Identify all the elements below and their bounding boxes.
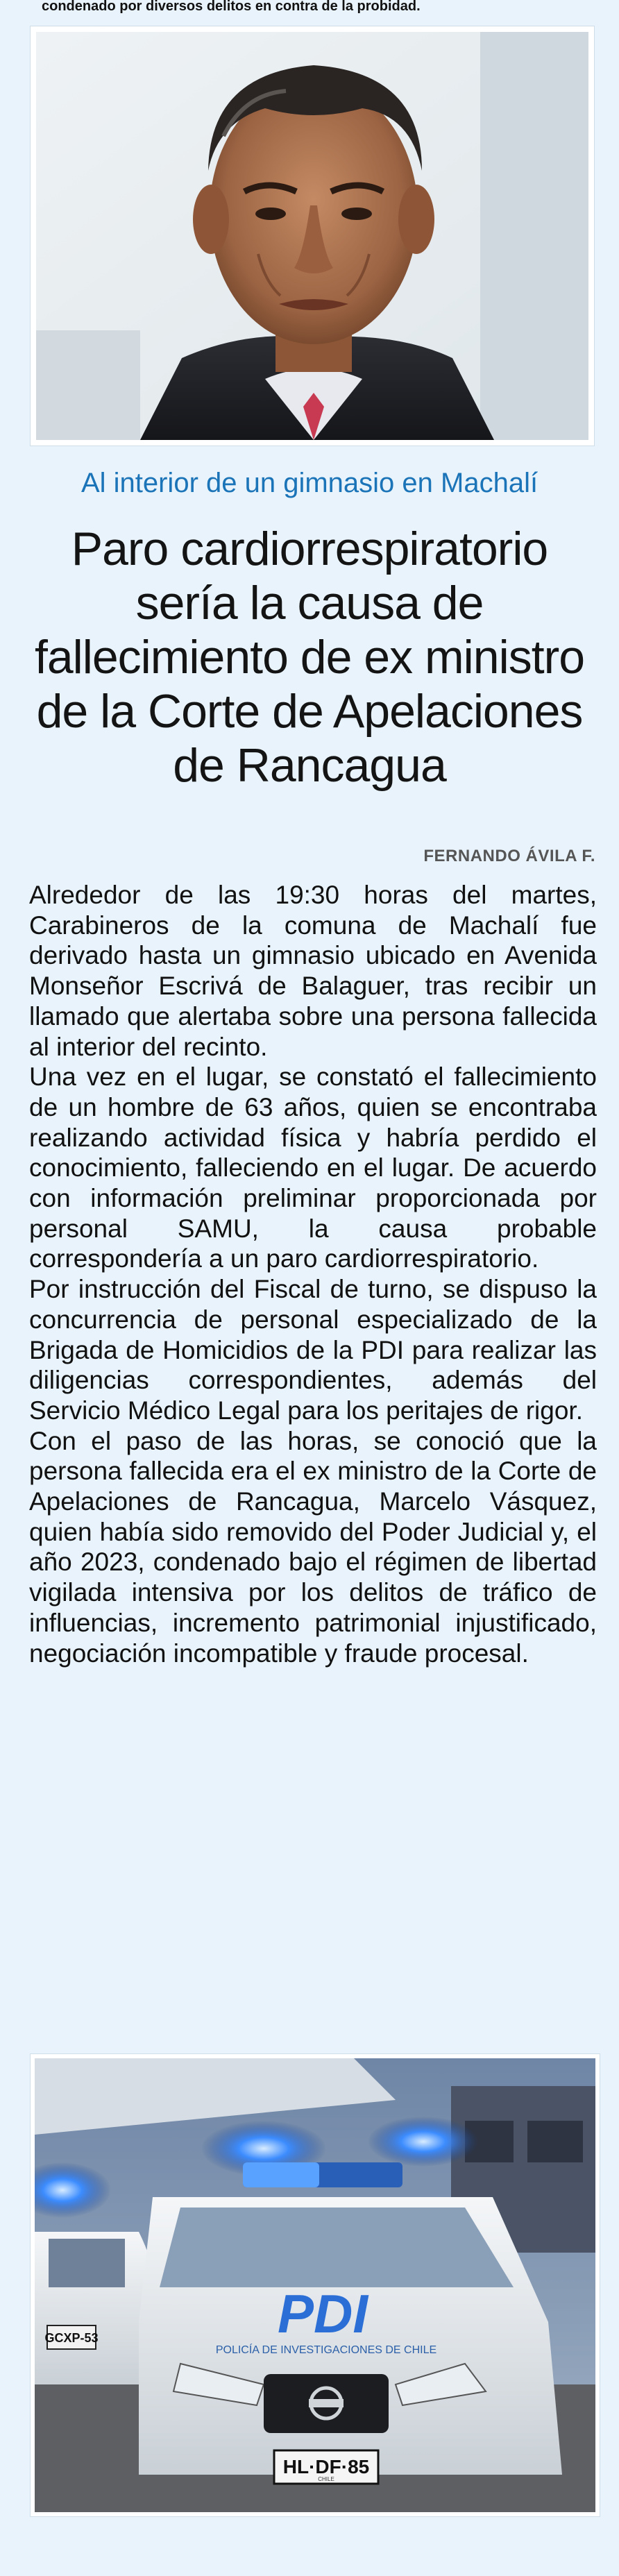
police-vehicle-photo xyxy=(31,2054,600,2516)
front-plate-country: CHILE xyxy=(318,2476,334,2482)
police-vehicle-illustration xyxy=(35,2058,595,2512)
front-plate: HL·DF·85 xyxy=(282,2456,370,2477)
body-paragraph: Alrededor de las 19:30 horas del martes, Carabineros de la comuna de Machalí fue derivado hasta un gimnasio ubicado en Avenida Monseñor Escrivá de Balaguer, tras recibir un llamado que alertaba sobre una persona fallecida al interior del recinto. xyxy=(29,881,597,1061)
side-plate: GCXP-53 xyxy=(44,2331,99,2345)
article-byline: FERNANDO ÁVILA F. xyxy=(423,847,595,865)
article-headline: Paro cardiorrespiratorio sería la causa de fallecimiento de ex ministro de la Corte de Apelaciones de Rancagua xyxy=(34,523,585,792)
article-body xyxy=(29,880,597,1668)
vehicle-logo: PDI xyxy=(277,2283,368,2344)
photo-caption-fragment: condenado por diversos delitos en contra de la probidad. xyxy=(42,0,421,14)
article-kicker: Al interior de un gimnasio en Machalí xyxy=(80,468,539,498)
portrait-photo xyxy=(31,26,594,446)
body-paragraph: Por instrucción del Fiscal de turno, se dispuso la concurrencia de personal especializado de la Brigada de Homicidios de la PDI para realizar las diligencias correspondientes, además del Servicio Médico Legal para los peritajes de rigor. xyxy=(29,1275,597,1425)
portrait-photo-illustration xyxy=(36,32,588,440)
body-paragraph: Una vez en el lugar, se constató el fallecimiento de un hombre de 63 años, quien se encontraba realizando actividad física y habría perdido el conocimiento, falleciendo en el lugar. De acuerdo con información preliminar proporcionada por personal SAMU, la causa probable correspondería a un paro cardiorrespiratorio. xyxy=(29,1062,597,1273)
vehicle-agency-text: POLICÍA DE INVESTIGACIONES DE CHILE xyxy=(215,2344,437,2356)
body-paragraph: Con el paso de las horas, se conoció que la persona fallecida era el ex ministro de la Corte de Apelaciones de Rancagua, Marcelo Vásquez, quien había sido removido del Poder Judicial y, el año 2023, condenado bajo el régimen de libertad vigilada intensiva por los delitos de tráfico de influencias, incremento patrimonial injustificado, negociación incompatible y fraude procesal. xyxy=(29,1426,597,1668)
